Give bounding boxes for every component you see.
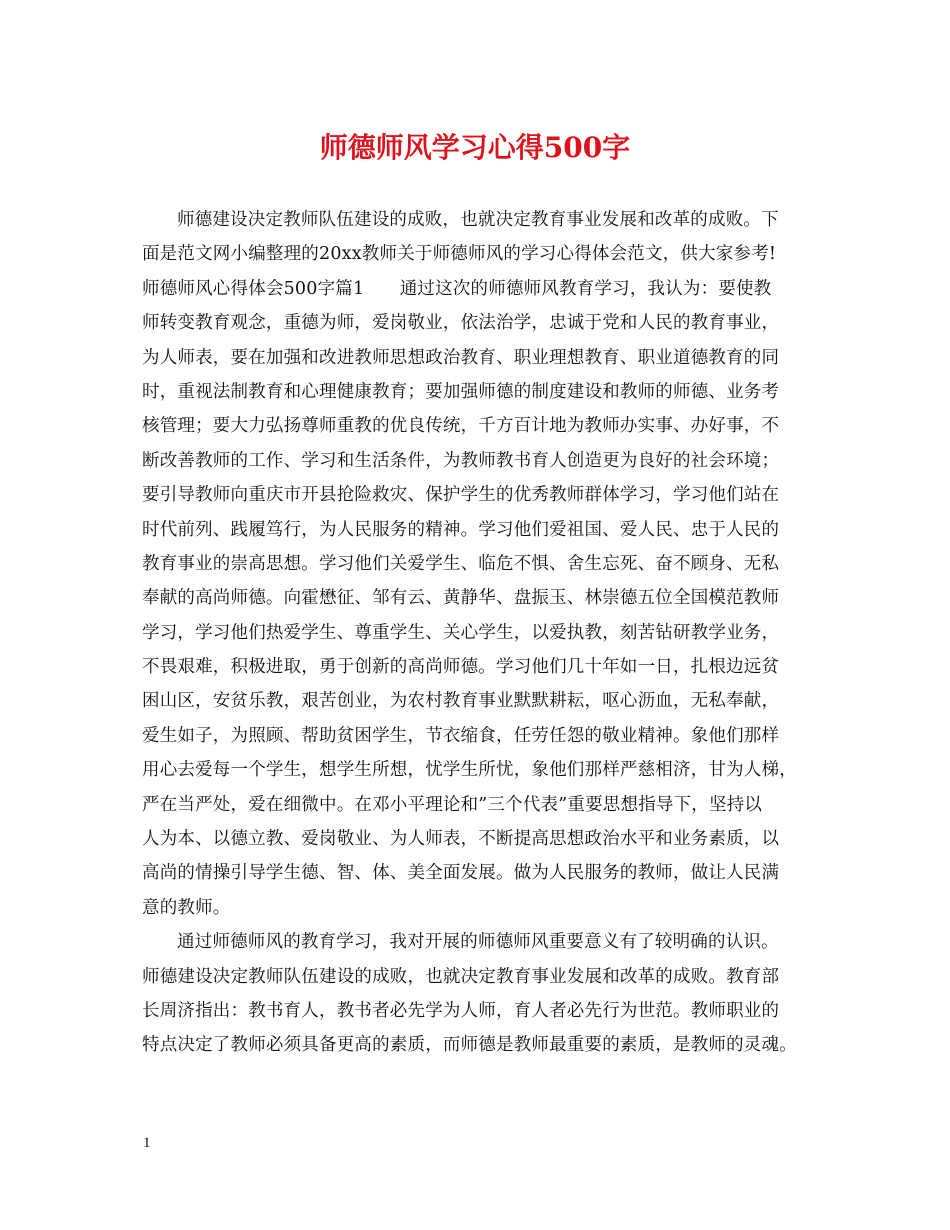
text-line: 核管理；要大力弘扬尊师重教的优良传统，千方百计地为教师办实事、办好事，不 [142, 416, 780, 437]
text-line: 奉献的高尚师德。向霍懋征、邹有云、黄静华、盘振玉、林崇德五位全国模范教师 [142, 588, 780, 609]
text-line: 师德建设决定教师队伍建设的成败，也就决定教育事业发展和改革的成败。下 [177, 210, 779, 230]
text-line: 学习，学习他们热爱学生、尊重学生、关心学生，以爱执教，刻苦钻研教学业务， [142, 622, 780, 643]
text-line: 师德师风心得体会500字篇1 通过这次的师德师风教育学习，我认为：要使教 [142, 278, 772, 299]
text-line: 断改善教师的工作、学习和生活条件，为教师教书育人创造更为良好的社会环境； [142, 450, 780, 471]
text-line: 特点决定了教师必须具备更高的素质，而师德是教师最重要的素质，是教师的灵魂。 [142, 1035, 797, 1056]
text-line: 困山区，安贫乐教，艰苦创业，为农村教育事业默默耕耘，呕心沥血，无私奉献， [142, 691, 780, 712]
text-line: 教育事业的崇高思想。学习他们关爱学生、临危不惧、舍生忘死、奋不顾身、无私 [142, 553, 780, 574]
text-line: 用心去爱每一个学生，想学生所想，忧学生所忧，象他们那样严慈相济，甘为人梯， [142, 760, 797, 781]
text-line: 高尚的情操引导学生德、智、体、美全面发展。做为人民服务的教师，做让人民满 [142, 863, 780, 884]
text-line: 不畏艰难，积极进取，勇于创新的高尚师德。学习他们几十年如一日，扎根边远贫 [142, 657, 780, 678]
text-line: 师转变教育观念，重德为师，爱岗敬业，依法治学，忠诚于党和人民的教育事业， [142, 313, 780, 334]
document-title: 师德师风学习心得500字 [319, 131, 631, 164]
document-body [142, 203, 810, 1063]
text-line: 为人师表，要在加强和改进教师思想政治教育、职业理想教育、职业道德教育的同 [142, 347, 780, 368]
text-line: 时代前列、践履笃行，为人民服务的精神。学习他们爱祖国、爱人民、忠于人民的 [142, 519, 780, 540]
text-line: 人为本、以德立教、爱岗敬业、为人师表，不断提高思想政治水平和业务素质，以 [142, 829, 780, 850]
text-line: 意的教师。 [142, 897, 231, 918]
text-line: 严在当严处，爱在细微中。在邓小平理论和”三个代表”重要思想指导下，坚持以 [142, 794, 763, 815]
text-line: 通过师德师风的教育学习，我对开展的师德师风重要意义有了较明确的认识。 [177, 932, 779, 953]
text-line: 面是范文网小编整理的20xx教师关于师德师风的学习心得体会范文，供大家参考! [142, 244, 777, 265]
text-line: 时，重视法制教育和心理健康教育；要加强师德的制度建设和教师的师德、业务考 [142, 381, 780, 402]
text-line: 长周济指出：教书育人，教书者必先学为人师，育人者必先行为世范。教师职业的 [142, 1000, 780, 1021]
page-number: 1 [143, 1135, 151, 1151]
text-line: 师德建设决定教师队伍建设的成败，也就决定教育事业发展和改革的成败。教育部 [142, 966, 780, 987]
text-line: 要引导教师向重庆市开县抢险救灾、保护学生的优秀教师群体学习，学习他们站在 [142, 485, 780, 506]
text-line: 爱生如子，为照顾、帮助贫困学生，节衣缩食，任劳任怨的敬业精神。象他们那样 [142, 725, 780, 746]
